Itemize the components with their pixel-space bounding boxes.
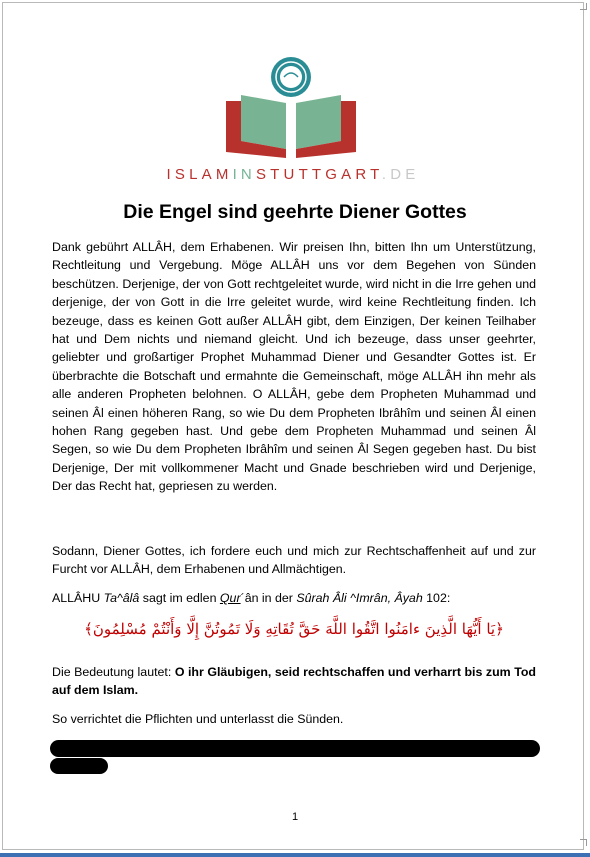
site-logo — [138, 55, 448, 185]
quote-intro-part: ´ân in der — [240, 591, 297, 605]
document-title: Die Engel sind geehrte Diener Gottes — [123, 201, 467, 223]
meaning-paragraph — [52, 663, 536, 700]
meaning-label: Die Bedeutung lautet: — [52, 665, 175, 679]
quote-intro-part: ALLÂHU — [52, 591, 104, 605]
redaction-bar — [50, 740, 540, 757]
quran-verse: ﴿يَا أَيُّهَا الَّذِينَ ءامَنُوا اتَّقُوا اللَّهَ حَقَّ تُقَاتِهِ وَلَا تَمُوتُنَّ إِلَّا وَأَنْتُمْ مُسْلِمُونَ﴾ — [84, 620, 504, 638]
closing-paragraph: So verrichtet die Pflichten und unterlasst die Sünden. — [52, 712, 344, 726]
quote-intro-part: 102: — [422, 591, 451, 605]
page-corner-mark — [580, 3, 587, 10]
window-bottom-bar — [0, 853, 590, 857]
exhortation-paragraph: Sodann, Diener Gottes, ich fordere euch und mich zur Rechtschaffenheit auf und zur Furcht vor ALLÂH, dem Erhabenen und Allmächtigen. — [52, 544, 536, 577]
quote-intro-part: Sûrah Âli ^Imrân, Âyah — [296, 591, 423, 605]
quote-intro-part: Ta^âlâ — [103, 591, 140, 605]
svg-text:ISLAMINSTUTTGART.DE: ISLAMINSTUTTGART.DE — [166, 166, 420, 183]
quote-intro — [52, 589, 536, 607]
quote-intro-part: sagt im edlen — [139, 591, 220, 605]
quote-intro-part: Qur — [219, 591, 241, 605]
redaction-bar — [50, 758, 108, 774]
page-corner-mark — [580, 839, 587, 846]
book-icon — [241, 95, 286, 149]
meaning-text: O ihr Gläubigen, seid rechtschaffen und verharrt bis zum Tod auf dem Islam. — [52, 665, 536, 698]
page-number: 1 — [291, 811, 299, 823]
intro-paragraph: Dank gebührt ALLÂH, dem Erhabenen. Wir preisen Ihn, bitten Ihn um Unterstützung, Rechtleitung und Vergebung. Möge ALLÂH uns vor dem Begehen von Sünden beschützen. Derjenige, der von Gott rechtgeleitet wurde, wird nicht in die Irre gehen und derjenige, der von Gott in die Irre geleitet wurde, wird keine Rechtleitung finden. Ich bezeuge, dass es keinen Gott außer ALLÂH gibt, dem Einzigen, Der keinen Teilhaber hat und Dem nichts und niemand gleicht. Und ich bezeuge, dass unser geehrter, geliebter und großartiger Prophet Muhammad Diener und Gesandter Gottes ist. Er überbrachte die Botschaft und ermahnte die Gemeinschaft, möge ALLÂH ihn mehr als alle anderen Propheten belohnen. O ALLÂH, gebe dem Propheten Muhammad und seinen Âl einen höheren Rang, so wie Du dem Propheten Ibrâhîm und seinen Âl einen hohen Rang gegeben hast. Und gebe dem Propheten Muhammad und seinen Âl Segen, so wie Du dem Propheten Ibrâhîm und seinen Âl Segen gegeben hast. Du bist Derjenige, Der mit vollkommener Macht und Gnade beschrieben wird und Derjenige, Der das Recht hat, gepriesen zu werden. — [52, 240, 536, 494]
